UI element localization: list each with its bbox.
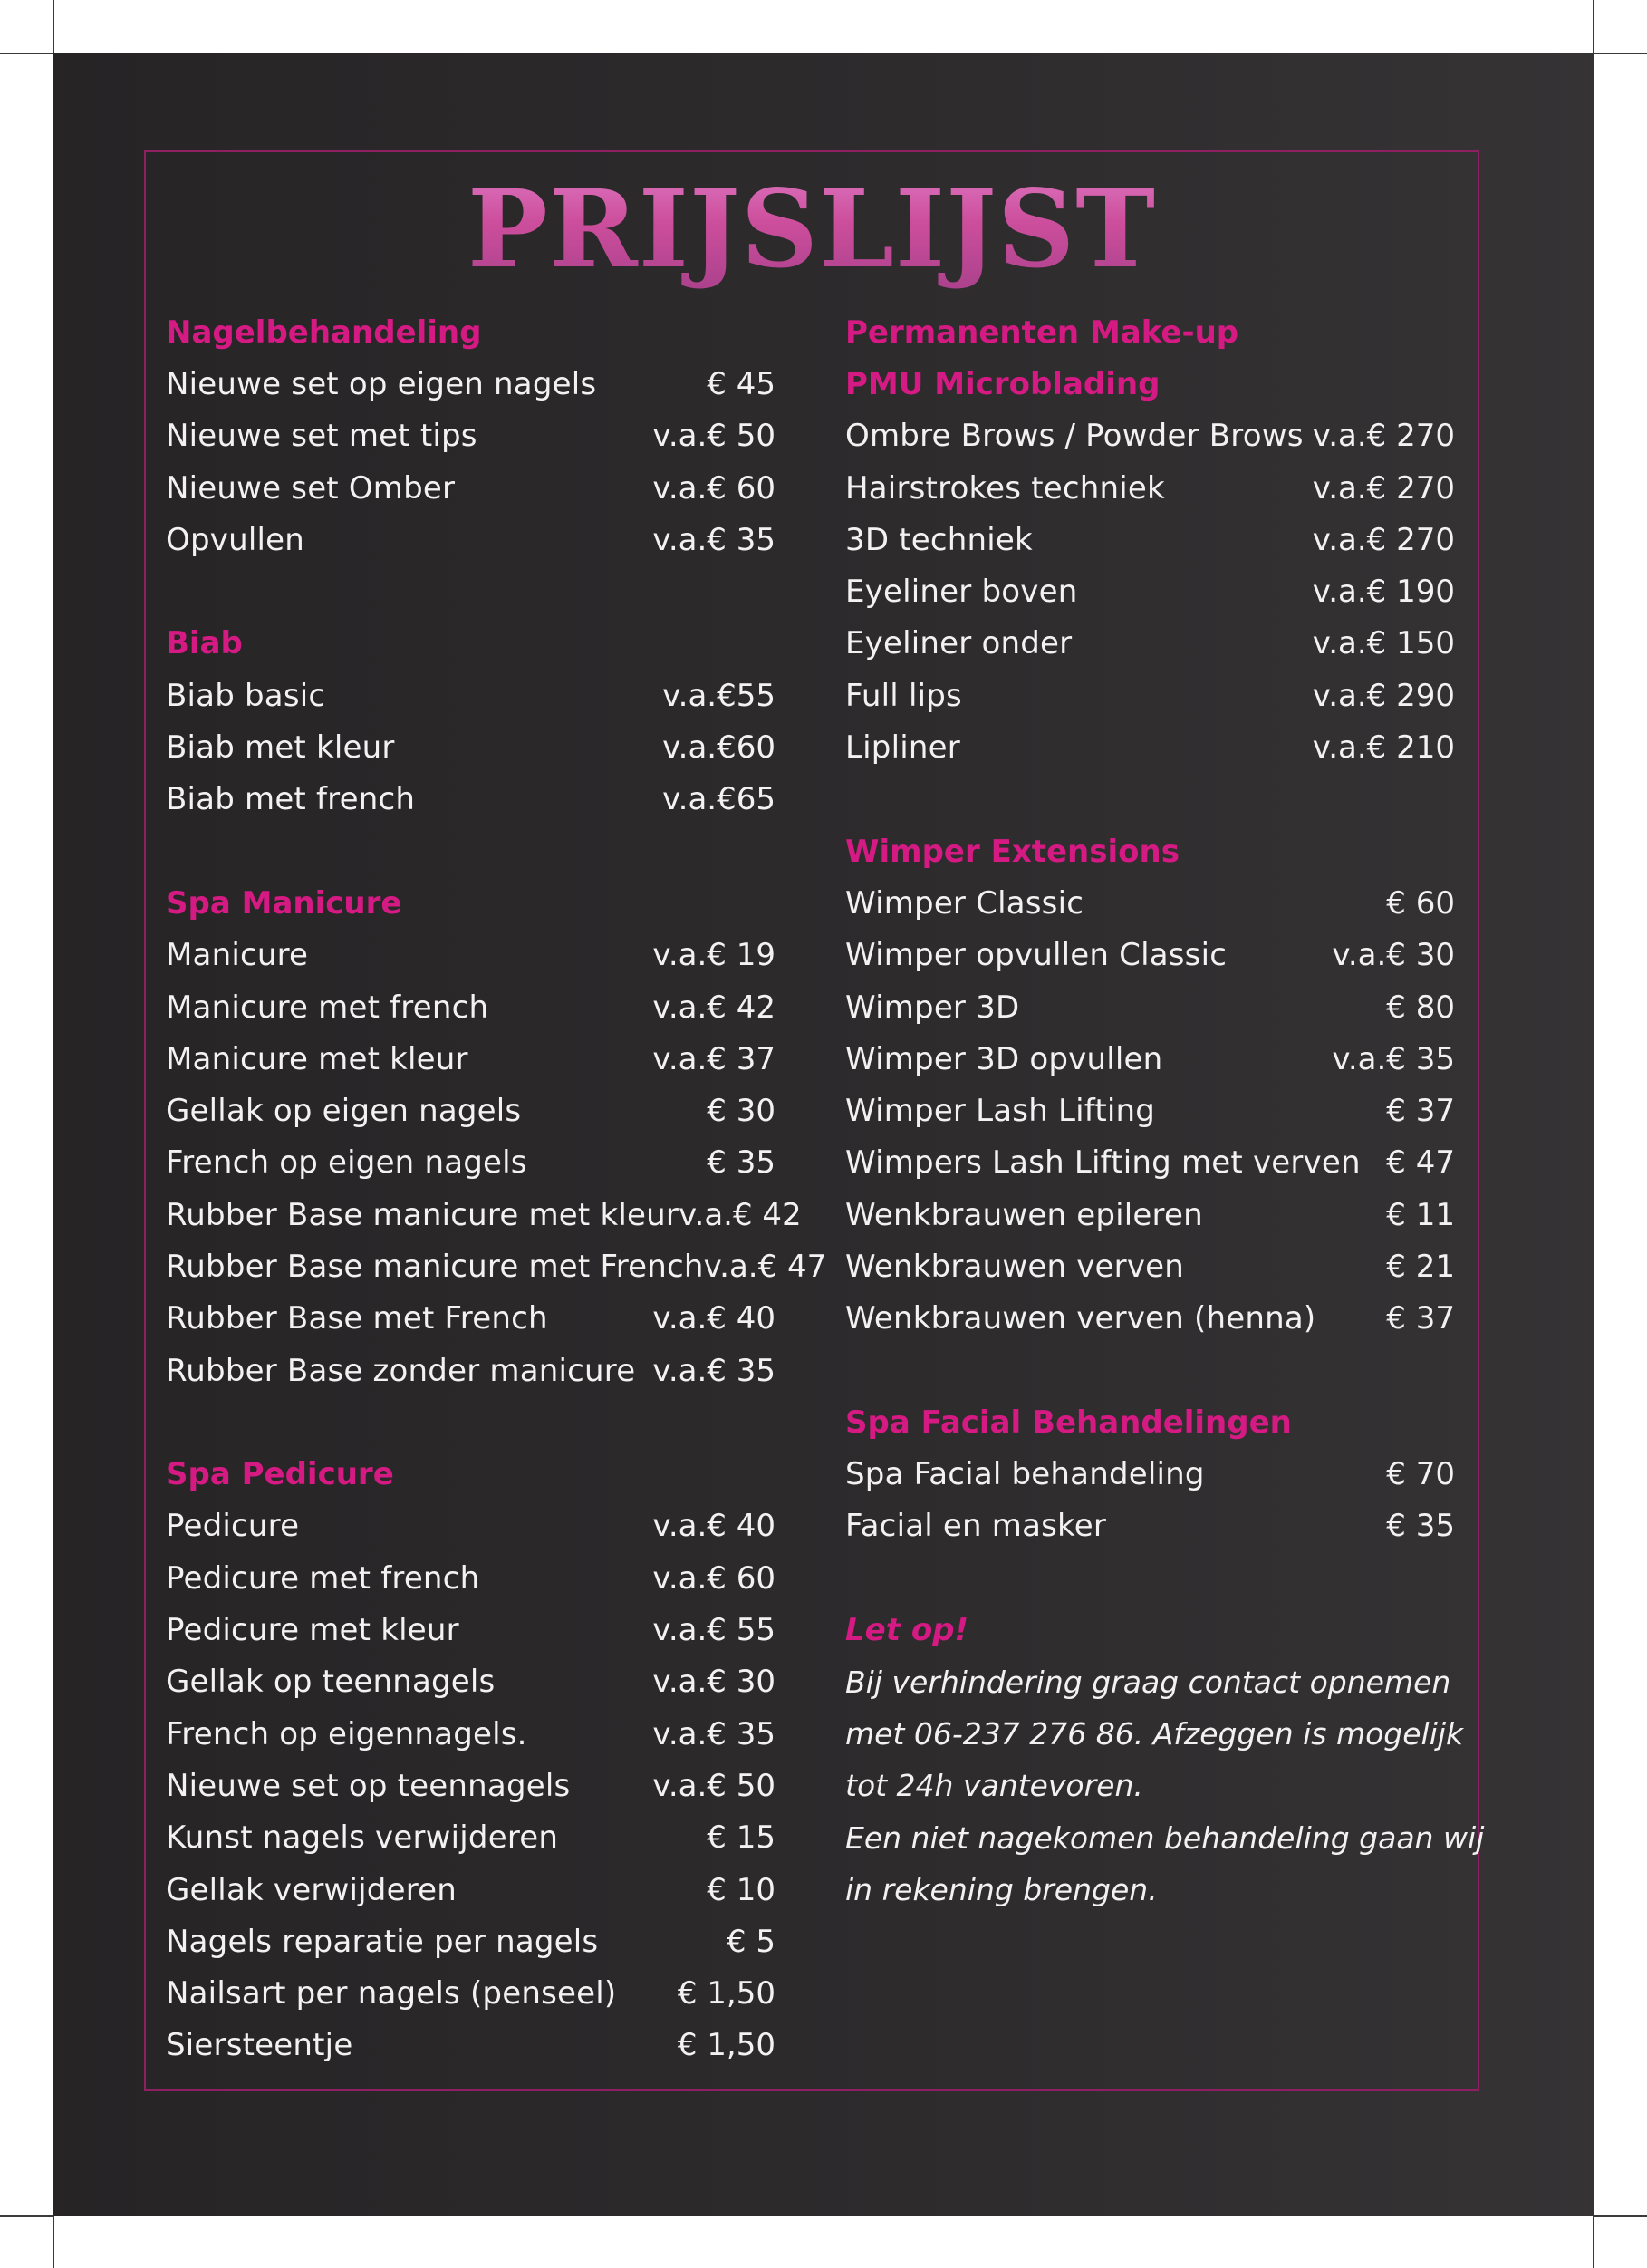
treatment-price: v.a.€ 210 bbox=[1312, 729, 1455, 767]
page-title: PRIJSLIJST bbox=[144, 161, 1479, 297]
price-row bbox=[845, 462, 1455, 514]
treatment-name: Pedicure met kleur bbox=[166, 1612, 459, 1649]
treatment-price: € 30 bbox=[707, 1093, 775, 1130]
price-row bbox=[166, 1916, 775, 1967]
price-row bbox=[845, 721, 1455, 773]
treatment-name: Manicure bbox=[166, 937, 309, 974]
treatment-name: Ombre Brows / Powder Brows bbox=[845, 418, 1304, 455]
treatment-price: € 21 bbox=[1386, 1248, 1455, 1285]
treatment-name: Siersteentje bbox=[166, 2027, 353, 2064]
treatment-name: Nieuwe set op teennagels bbox=[166, 1767, 571, 1804]
price-row bbox=[166, 930, 775, 981]
treatment-price: v.a.€ 60 bbox=[652, 1559, 775, 1597]
treatment-price: € 35 bbox=[707, 1144, 775, 1182]
treatment-name: Biab basic bbox=[166, 677, 326, 714]
crop-mark bbox=[0, 2215, 53, 2217]
treatment-name: Biab met french bbox=[166, 781, 416, 818]
treatment-price: € 1,50 bbox=[677, 1975, 775, 2012]
right-column bbox=[845, 306, 1485, 1916]
treatment-name: Nailsart per nagels (penseel) bbox=[166, 1975, 617, 2012]
treatment-price: € 1,50 bbox=[677, 2027, 775, 2064]
note-line: met 06-237 276 86. Afzeggen is mogelijk bbox=[845, 1716, 1464, 1752]
treatment-price: v.a.€ 270 bbox=[1312, 521, 1455, 558]
treatment-price: v.a.€ 270 bbox=[1312, 418, 1455, 455]
treatment-price: v.a.€ 190 bbox=[1312, 574, 1455, 611]
price-row bbox=[166, 1137, 775, 1189]
price-row bbox=[845, 618, 1455, 670]
price-row bbox=[845, 1137, 1455, 1189]
price-row bbox=[845, 1449, 1455, 1501]
price-row bbox=[166, 1033, 775, 1085]
treatment-name: Wimper 3D bbox=[845, 989, 1020, 1026]
section-heading: Permanenten Make-up bbox=[845, 314, 1239, 351]
treatment-price: v.a.€ 40 bbox=[652, 1508, 775, 1545]
note-line: in rekening brengen. bbox=[845, 1872, 1158, 1908]
treatment-price: v.a.€ 19 bbox=[652, 937, 775, 974]
treatment-name: Wenkbrauwen verven (henna) bbox=[845, 1300, 1316, 1337]
treatment-name: Pedicure bbox=[166, 1508, 300, 1545]
price-row bbox=[166, 462, 775, 514]
treatment-price: v.a.€ 35 bbox=[1332, 1040, 1455, 1077]
treatment-name: Spa Facial behandeling bbox=[845, 1456, 1205, 1493]
price-row bbox=[166, 981, 775, 1033]
treatment-price: v.a.€ 290 bbox=[1312, 677, 1455, 714]
price-row bbox=[166, 670, 775, 721]
price-row bbox=[845, 1240, 1455, 1292]
price-row bbox=[166, 1293, 775, 1345]
crop-mark bbox=[53, 2216, 54, 2268]
section-subheading: PMU Microblading bbox=[845, 365, 1161, 402]
treatment-price: v.a.€ 30 bbox=[652, 1664, 775, 1701]
price-row bbox=[166, 1656, 775, 1708]
price-row bbox=[166, 410, 775, 462]
treatment-price: € 5 bbox=[726, 1923, 775, 1960]
treatment-price: v.a.€ 47 bbox=[703, 1248, 827, 1285]
crop-mark bbox=[1593, 0, 1594, 53]
treatment-price: v.a.€ 40 bbox=[652, 1300, 775, 1337]
treatment-price: v.a.€ 42 bbox=[679, 1196, 802, 1233]
section-heading: Biab bbox=[166, 625, 243, 662]
price-row bbox=[166, 774, 775, 825]
treatment-name: Facial en masker bbox=[845, 1508, 1107, 1545]
price-row bbox=[166, 2020, 775, 2071]
price-row bbox=[845, 981, 1455, 1033]
price-row bbox=[845, 1501, 1455, 1552]
price-row bbox=[166, 1552, 775, 1604]
treatment-name: Manicure met kleur bbox=[166, 1040, 468, 1077]
treatment-price: v.a.€55 bbox=[662, 677, 775, 714]
price-row bbox=[166, 1345, 775, 1396]
treatment-price: € 15 bbox=[707, 1819, 775, 1857]
treatment-name: Eyeliner boven bbox=[845, 574, 1078, 611]
treatment-price: € 37 bbox=[1386, 1093, 1455, 1130]
treatment-price: v.a.€ 37 bbox=[652, 1040, 775, 1077]
treatment-price: v.a.€ 55 bbox=[652, 1612, 775, 1649]
crop-mark bbox=[53, 0, 54, 53]
crop-mark bbox=[1593, 2216, 1594, 2268]
left-column bbox=[166, 306, 827, 2071]
price-row bbox=[166, 1812, 775, 1864]
price-row bbox=[166, 1968, 775, 2020]
section-heading: Nagelbehandeling bbox=[166, 314, 482, 351]
treatment-name: Rubber Base met French bbox=[166, 1300, 548, 1337]
price-row bbox=[845, 1293, 1455, 1345]
price-row bbox=[166, 1501, 775, 1552]
price-row bbox=[845, 565, 1455, 617]
price-row bbox=[845, 930, 1455, 981]
price-row bbox=[845, 514, 1455, 565]
treatment-name: Lipliner bbox=[845, 729, 960, 767]
section-heading: Spa Pedicure bbox=[166, 1456, 394, 1493]
treatment-name: Wimpers Lash Lifting met verven bbox=[845, 1144, 1361, 1182]
price-row bbox=[166, 1864, 775, 1916]
treatment-name: Rubber Base zonder manicure bbox=[166, 1352, 636, 1389]
section-heading: Spa Facial Behandelingen bbox=[845, 1404, 1292, 1441]
section-heading: Spa Manicure bbox=[166, 884, 402, 922]
treatment-price: v.a.€65 bbox=[662, 781, 775, 818]
price-row bbox=[166, 1708, 775, 1760]
treatment-name: Rubber Base manicure met kleur bbox=[166, 1196, 679, 1233]
treatment-price: v.a.€ 50 bbox=[652, 418, 775, 455]
note-line: Bij verhindering graag contact opnemen bbox=[845, 1664, 1451, 1700]
note-line: tot 24h vantevoren. bbox=[845, 1768, 1143, 1804]
treatment-name: 3D techniek bbox=[845, 521, 1033, 558]
treatment-name: Gellak verwijderen bbox=[166, 1871, 458, 1908]
treatment-name: Kunst nagels verwijderen bbox=[166, 1819, 559, 1857]
price-row bbox=[845, 1085, 1455, 1136]
treatment-price: € 10 bbox=[707, 1871, 775, 1908]
crop-mark bbox=[1594, 2215, 1647, 2217]
treatment-name: Gellak op teennagels bbox=[166, 1664, 496, 1701]
treatment-name: Wimper Classic bbox=[845, 884, 1084, 922]
crop-mark bbox=[0, 53, 53, 54]
treatment-price: € 70 bbox=[1386, 1456, 1455, 1493]
price-row bbox=[166, 1604, 775, 1655]
treatment-name: Pedicure met french bbox=[166, 1559, 480, 1597]
price-row bbox=[166, 1189, 802, 1240]
treatment-name: Wenkbrauwen verven bbox=[845, 1248, 1185, 1285]
treatment-price: € 35 bbox=[1386, 1508, 1455, 1545]
treatment-name: Nieuwe set Omber bbox=[166, 469, 456, 507]
price-row bbox=[845, 670, 1455, 721]
treatment-price: v.a.€60 bbox=[662, 729, 775, 767]
section-spacer bbox=[845, 1552, 1455, 1604]
treatment-price: € 47 bbox=[1386, 1144, 1455, 1182]
section-spacer bbox=[166, 565, 775, 617]
price-row bbox=[845, 1033, 1455, 1085]
section-heading: Wimper Extensions bbox=[845, 833, 1180, 870]
treatment-name: Full lips bbox=[845, 677, 962, 714]
treatment-name: Wimper Lash Lifting bbox=[845, 1093, 1156, 1130]
treatment-price: v.a.€ 60 bbox=[652, 469, 775, 507]
treatment-name: Hairstrokes techniek bbox=[845, 469, 1165, 507]
treatment-price: v.a.€ 42 bbox=[652, 989, 775, 1026]
treatment-name: Wimper 3D opvullen bbox=[845, 1040, 1163, 1077]
note-title: Let op! bbox=[845, 1612, 969, 1649]
treatment-price: € 11 bbox=[1386, 1196, 1455, 1233]
treatment-price: € 80 bbox=[1386, 989, 1455, 1026]
treatment-price: v.a.€ 30 bbox=[1332, 937, 1455, 974]
treatment-price: € 37 bbox=[1386, 1300, 1455, 1337]
treatment-price: v.a.€ 35 bbox=[652, 1352, 775, 1389]
treatment-name: Biab met kleur bbox=[166, 729, 395, 767]
treatment-name: Nieuwe set met tips bbox=[166, 418, 477, 455]
treatment-price: v.a.€ 50 bbox=[652, 1767, 775, 1804]
price-row bbox=[845, 877, 1455, 929]
treatment-name: Rubber Base manicure met French bbox=[166, 1248, 704, 1285]
treatment-name: Gellak op eigen nagels bbox=[166, 1093, 522, 1130]
treatment-price: v.a.€ 35 bbox=[652, 521, 775, 558]
price-row bbox=[166, 514, 775, 565]
treatment-price: € 45 bbox=[707, 365, 775, 402]
price-row bbox=[845, 410, 1455, 462]
treatment-name: Wenkbrauwen epileren bbox=[845, 1196, 1203, 1233]
price-row bbox=[166, 721, 775, 773]
section-spacer bbox=[166, 825, 775, 877]
treatment-name: French op eigen nagels bbox=[166, 1144, 527, 1182]
price-row bbox=[845, 1189, 1455, 1240]
price-row bbox=[166, 1760, 775, 1811]
price-row bbox=[166, 1240, 827, 1292]
treatment-name: Nieuwe set op eigen nagels bbox=[166, 365, 597, 402]
crop-mark bbox=[1594, 53, 1647, 54]
treatment-name: Opvullen bbox=[166, 521, 304, 558]
treatment-name: French op eigennagels. bbox=[166, 1715, 527, 1752]
treatment-name: Nagels reparatie per nagels bbox=[166, 1923, 599, 1960]
section-spacer bbox=[166, 1396, 775, 1448]
treatment-price: v.a.€ 150 bbox=[1312, 625, 1455, 662]
treatment-name: Wimper opvullen Classic bbox=[845, 937, 1228, 974]
treatment-price: v.a.€ 35 bbox=[652, 1715, 775, 1752]
treatment-price: v.a.€ 270 bbox=[1312, 469, 1455, 507]
section-spacer bbox=[845, 1345, 1455, 1396]
treatment-name: Manicure met french bbox=[166, 989, 489, 1026]
section-spacer bbox=[845, 774, 1455, 825]
price-row bbox=[166, 1085, 775, 1136]
treatment-price: € 60 bbox=[1386, 884, 1455, 922]
treatment-name: Eyeliner onder bbox=[845, 625, 1073, 662]
price-row bbox=[166, 358, 775, 410]
note-line: Een niet nagekomen behandeling gaan wij bbox=[845, 1819, 1485, 1856]
